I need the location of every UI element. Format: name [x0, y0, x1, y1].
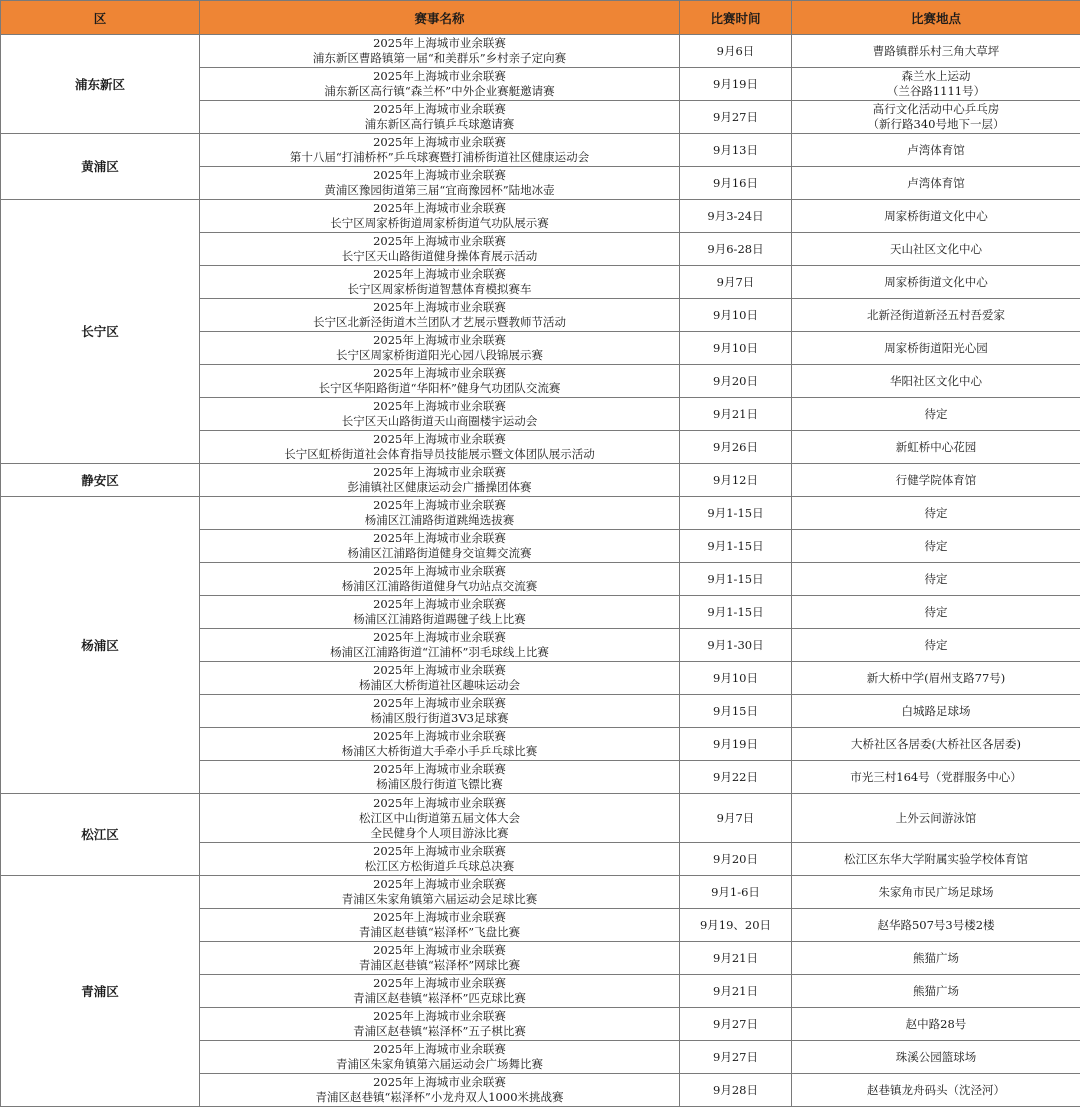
event-venue-line: 大桥社区各居委(大桥社区各居委): [851, 736, 1021, 751]
event-name-line: 青浦区赵巷镇“崧泽杯”小龙舟双人1000米挑战赛: [315, 1090, 564, 1104]
event-venue-line: 赵华路507号3号楼2楼: [877, 917, 995, 932]
event-name-line: 2025年上海城市业余联赛: [373, 696, 506, 710]
event-name-cell: [200, 909, 680, 942]
event-name-cell: [200, 794, 680, 843]
event-date-cell: 9月27日: [680, 1041, 792, 1074]
event-venue-line: 待定: [924, 571, 948, 586]
event-name-line: 浦东新区曹路镇第一届“和美群乐”乡村亲子定向赛: [312, 51, 567, 65]
event-venue-cell: [792, 431, 1080, 464]
event-venue-line: 熊猫广场: [913, 950, 959, 965]
event-venue-line: 待定: [924, 406, 948, 421]
event-name-cell: [200, 101, 680, 134]
table-row: [1, 497, 1080, 530]
event-venue-line: 森兰水上运动: [901, 69, 971, 83]
event-venue-cell: [792, 662, 1080, 695]
event-name-line: 2025年上海城市业余联赛: [373, 1075, 506, 1089]
event-name-line: 长宁区天山路街道天山商圈楼宇运动会: [341, 414, 538, 428]
event-venue-line: 待定: [924, 538, 948, 553]
event-venue-cell: [792, 497, 1080, 530]
event-name-line: 2025年上海城市业余联赛: [373, 399, 506, 413]
event-name-line: 杨浦区江浦路街道“江浦杯”羽毛球线上比赛: [330, 645, 549, 659]
table-row: [1, 876, 1080, 909]
event-venue-line: 熊猫广场: [913, 983, 959, 998]
district-cell: 浦东新区: [1, 35, 200, 134]
event-name-line: 2025年上海城市业余联赛: [373, 762, 506, 776]
event-name-line: 杨浦区江浦路街道健身交谊舞交流赛: [347, 546, 532, 560]
event-venue-cell: [792, 596, 1080, 629]
event-name-cell: [200, 365, 680, 398]
district-cell: 松江区: [1, 794, 200, 876]
column-header-date: 比赛时间: [680, 1, 792, 35]
event-venue-cell: [792, 728, 1080, 761]
event-venue-line: 高行文化活动中心乒乓房: [872, 102, 1000, 116]
event-name-line: 黄浦区豫园街道第三届“宜商豫园杯”陆地冰壶: [324, 183, 555, 197]
event-venue-cell: [792, 266, 1080, 299]
event-name-line: 杨浦区大桥街道大手牵小手乒乓球比赛: [341, 744, 538, 758]
event-name-line: 全民健身个人项目游泳比赛: [370, 825, 509, 840]
event-name-line: 2025年上海城市业余联赛: [373, 69, 506, 83]
event-name-line: 浦东新区高行镇“森兰杯”中外企业赛艇邀请赛: [324, 84, 555, 98]
event-name-line: 长宁区虹桥街道社会体育指导员技能展示暨文体团队展示活动: [284, 447, 595, 461]
event-name-line: 2025年上海城市业余联赛: [373, 432, 506, 446]
event-date-cell: 9月27日: [680, 1008, 792, 1041]
event-venue-cell: [792, 909, 1080, 942]
event-name-line: 长宁区天山路街道健身操体育展示活动: [341, 249, 538, 263]
event-name-line: 2025年上海城市业余联赛: [373, 663, 506, 677]
event-name-cell: [200, 662, 680, 695]
event-name-line: 2025年上海城市业余联赛: [373, 135, 506, 149]
event-name-line: 长宁区周家桥街道周家桥街道气功队展示赛: [330, 216, 549, 230]
event-venue-line: （兰谷路1111号）: [886, 84, 986, 98]
event-date-cell: 9月10日: [680, 299, 792, 332]
event-venue-line: 新虹桥中心花园: [895, 439, 977, 454]
event-name-line: 2025年上海城市业余联赛: [373, 597, 506, 611]
event-venue-cell: [792, 1074, 1080, 1107]
event-name-line: 2025年上海城市业余联赛: [373, 531, 506, 545]
event-name-cell: [200, 530, 680, 563]
event-venue-line: 周家桥街道文化中心: [884, 208, 988, 223]
event-name-line: 松江区中山街道第五届文体大会: [359, 810, 520, 825]
event-name-cell: [200, 942, 680, 975]
event-name-cell: [200, 464, 680, 497]
column-header-venue: 比赛地点: [792, 1, 1080, 35]
event-name-line: 2025年上海城市业余联赛: [373, 102, 506, 116]
event-venue-line: 曹路镇群乐村三角大草坪: [872, 43, 1000, 58]
event-name-line: 青浦区赵巷镇“崧泽杯”飞盘比赛: [358, 925, 521, 939]
event-date-cell: 9月1-15日: [680, 530, 792, 563]
event-name-line: 青浦区赵巷镇“崧泽杯”网球比赛: [358, 958, 521, 972]
event-name-line: 杨浦区江浦路街道健身气功站点交流赛: [341, 579, 538, 593]
event-venue-line: 新大桥中学(眉州支路77号): [866, 670, 1006, 685]
event-name-cell: [200, 398, 680, 431]
event-name-cell: [200, 1008, 680, 1041]
event-venue-line: 周家桥街道文化中心: [884, 274, 988, 289]
event-name-line: 2025年上海城市业余联赛: [373, 943, 506, 957]
event-venue-line: 行健学院体育馆: [895, 472, 977, 487]
event-date-cell: 9月1-15日: [680, 596, 792, 629]
event-venue-line: 待定: [924, 604, 948, 619]
event-name-line: 杨浦区江浦路街道踢毽子线上比赛: [353, 612, 526, 626]
event-name-cell: [200, 876, 680, 909]
event-name-line: 长宁区北新泾街道木兰团队才艺展示暨教师节活动: [313, 315, 566, 329]
event-name-line: 2025年上海城市业余联赛: [373, 498, 506, 512]
event-date-cell: 9月1-15日: [680, 497, 792, 530]
table-row: [1, 200, 1080, 233]
event-venue-cell: [792, 629, 1080, 662]
event-name-line: 2025年上海城市业余联赛: [373, 1009, 506, 1023]
event-date-cell: 9月21日: [680, 942, 792, 975]
event-venue-line: 待定: [924, 637, 948, 652]
event-name-cell: [200, 35, 680, 68]
event-venue-cell: [792, 200, 1080, 233]
event-date-cell: 9月19、20日: [680, 909, 792, 942]
event-venue-cell: [792, 365, 1080, 398]
district-cell: 长宁区: [1, 200, 200, 464]
event-name-cell: [200, 167, 680, 200]
event-venue-cell: [792, 464, 1080, 497]
event-name-line: 2025年上海城市业余联赛: [373, 1042, 506, 1056]
event-date-cell: 9月20日: [680, 365, 792, 398]
event-venue-cell: [792, 101, 1080, 134]
event-date-cell: 9月28日: [680, 1074, 792, 1107]
event-venue-line: 待定: [924, 505, 948, 520]
event-venue-cell: [792, 843, 1080, 876]
event-name-line: 杨浦区大桥街道社区趣味运动会: [359, 678, 520, 692]
event-name-cell: [200, 596, 680, 629]
event-venue-cell: [792, 68, 1080, 101]
event-date-cell: 9月19日: [680, 728, 792, 761]
event-venue-cell: [792, 1008, 1080, 1041]
event-name-line: 2025年上海城市业余联赛: [373, 267, 506, 281]
event-venue-cell: [792, 1041, 1080, 1074]
table-row: [1, 464, 1080, 497]
event-name-line: 松江区方松街道乒乓球总决赛: [364, 859, 515, 873]
event-venue-line: 市光三村164号（党群服务中心）: [850, 769, 1022, 784]
table-row: [1, 35, 1080, 68]
event-venue-cell: [792, 876, 1080, 909]
event-venue-line: 上外云间游泳馆: [895, 810, 977, 825]
event-venue-line: 北新泾街道新泾五村吾爱家: [867, 307, 1005, 322]
event-name-cell: [200, 68, 680, 101]
event-name-line: 杨浦区江浦路街道跳绳选拔赛: [364, 513, 515, 527]
event-venue-cell: [792, 332, 1080, 365]
event-date-cell: 9月1-6日: [680, 876, 792, 909]
event-name-cell: [200, 266, 680, 299]
event-name-line: 彭浦镇社区健康运动会广播操团体赛: [347, 480, 532, 494]
event-name-line: 2025年上海城市业余联赛: [373, 795, 506, 810]
column-header-district: 区: [1, 1, 200, 35]
event-date-cell: 9月10日: [680, 332, 792, 365]
event-name-cell: [200, 299, 680, 332]
event-name-line: 2025年上海城市业余联赛: [373, 234, 506, 248]
event-venue-line: 卢湾体育馆: [907, 142, 965, 157]
district-cell: 青浦区: [1, 876, 200, 1107]
event-date-cell: 9月10日: [680, 662, 792, 695]
event-name-line: 2025年上海城市业余联赛: [373, 564, 506, 578]
event-name-line: 2025年上海城市业余联赛: [373, 36, 506, 50]
event-venue-line: 天山社区文化中心: [890, 241, 982, 256]
table-header-row: [1, 1, 1080, 35]
table-body: [1, 35, 1080, 1107]
event-date-cell: 9月20日: [680, 843, 792, 876]
event-venue-cell: [792, 695, 1080, 728]
event-date-cell: 9月27日: [680, 101, 792, 134]
event-date-cell: 9月13日: [680, 134, 792, 167]
event-date-cell: 9月21日: [680, 975, 792, 1008]
event-name-line: 2025年上海城市业余联赛: [373, 910, 506, 924]
event-name-cell: [200, 728, 680, 761]
event-name-line: 2025年上海城市业余联赛: [373, 300, 506, 314]
event-name-cell: [200, 233, 680, 266]
event-name-cell: [200, 1074, 680, 1107]
event-name-cell: [200, 332, 680, 365]
event-name-line: 青浦区赵巷镇“崧泽杯”五子棋比赛: [353, 1024, 526, 1038]
event-name-cell: [200, 200, 680, 233]
event-name-line: 长宁区周家桥街道智慧体育模拟赛车: [347, 282, 532, 296]
event-venue-cell: [792, 35, 1080, 68]
event-date-cell: 9月16日: [680, 167, 792, 200]
event-name-cell: [200, 134, 680, 167]
event-name-line: 杨浦区殷行街道飞镖比赛: [376, 777, 503, 791]
event-venue-line: 周家桥街道阳光心园: [884, 340, 988, 355]
event-venue-line: 白城路足球场: [901, 703, 971, 718]
event-venue-cell: [792, 794, 1080, 843]
event-venue-line: 赵中路28号: [905, 1016, 967, 1031]
event-name-line: 2025年上海城市业余联赛: [373, 168, 506, 182]
event-name-cell: [200, 1041, 680, 1074]
event-name-line: 长宁区华阳路街道“华阳杯”健身气功团队交流赛: [318, 381, 561, 395]
event-name-cell: [200, 497, 680, 530]
table-row: [1, 134, 1080, 167]
event-date-cell: 9月26日: [680, 431, 792, 464]
event-date-cell: 9月7日: [680, 794, 792, 843]
event-venue-cell: [792, 761, 1080, 794]
column-header-event-name: 赛事名称: [200, 1, 680, 35]
event-venue-line: （新行路340号地下一层）: [867, 117, 1005, 131]
event-date-cell: 9月1-15日: [680, 563, 792, 596]
event-name-line: 2025年上海城市业余联赛: [373, 630, 506, 644]
event-venue-cell: [792, 233, 1080, 266]
event-venue-line: 华阳社区文化中心: [890, 373, 982, 388]
event-date-cell: 9月1-30日: [680, 629, 792, 662]
event-venue-cell: [792, 975, 1080, 1008]
event-venue-cell: [792, 942, 1080, 975]
event-venue-line: 珠溪公园篮球场: [895, 1049, 977, 1064]
event-name-cell: [200, 695, 680, 728]
event-date-cell: 9月22日: [680, 761, 792, 794]
event-venue-cell: [792, 398, 1080, 431]
event-name-line: 杨浦区殷行街道3V3足球赛: [370, 711, 509, 725]
event-name-line: 第十八届“打浦桥杯”乒乓球赛暨打浦桥街道社区健康运动会: [289, 150, 590, 164]
event-venue-cell: [792, 299, 1080, 332]
event-name-cell: [200, 843, 680, 876]
district-cell: 黄浦区: [1, 134, 200, 200]
district-cell: 杨浦区: [1, 497, 200, 794]
event-name-line: 青浦区朱家角镇第六届运动会广场舞比赛: [336, 1057, 543, 1071]
event-name-cell: [200, 629, 680, 662]
event-date-cell: 9月12日: [680, 464, 792, 497]
event-date-cell: 9月15日: [680, 695, 792, 728]
event-venue-cell: [792, 530, 1080, 563]
district-cell: 静安区: [1, 464, 200, 497]
event-name-cell: [200, 431, 680, 464]
event-name-line: 2025年上海城市业余联赛: [373, 844, 506, 858]
event-name-line: 青浦区赵巷镇“崧泽杯”匹克球比赛: [353, 991, 526, 1005]
event-name-line: 2025年上海城市业余联赛: [373, 366, 506, 380]
event-name-line: 2025年上海城市业余联赛: [373, 333, 506, 347]
event-name-cell: [200, 975, 680, 1008]
event-name-line: 长宁区周家桥街道阳光心园八段锦展示赛: [336, 348, 543, 362]
event-date-cell: 9月21日: [680, 398, 792, 431]
event-name-cell: [200, 563, 680, 596]
event-name-line: 2025年上海城市业余联赛: [373, 201, 506, 215]
event-name-line: 浦东新区高行镇乒乓球邀请赛: [364, 117, 515, 131]
event-name-cell: [200, 761, 680, 794]
event-date-cell: 9月19日: [680, 68, 792, 101]
event-venue-line: 朱家角市民广场足球场: [878, 884, 994, 899]
event-venue-cell: [792, 134, 1080, 167]
event-venue-cell: [792, 563, 1080, 596]
event-name-line: 2025年上海城市业余联赛: [373, 976, 506, 990]
event-venue-line: 卢湾体育馆: [907, 175, 965, 190]
event-date-cell: 9月7日: [680, 266, 792, 299]
event-date-cell: 9月6-28日: [680, 233, 792, 266]
event-date-cell: 9月3-24日: [680, 200, 792, 233]
event-venue-line: 赵巷镇龙舟码头（沈泾河）: [867, 1082, 1005, 1097]
event-name-line: 2025年上海城市业余联赛: [373, 877, 506, 891]
event-name-line: 2025年上海城市业余联赛: [373, 729, 506, 743]
event-venue-line: 松江区东华大学附属实验学校体育馆: [844, 851, 1028, 866]
event-venue-cell: [792, 167, 1080, 200]
event-name-line: 青浦区朱家角镇第六届运动会足球比赛: [341, 892, 538, 906]
event-name-line: 2025年上海城市业余联赛: [373, 465, 506, 479]
table-row: [1, 794, 1080, 843]
event-date-cell: 9月6日: [680, 35, 792, 68]
